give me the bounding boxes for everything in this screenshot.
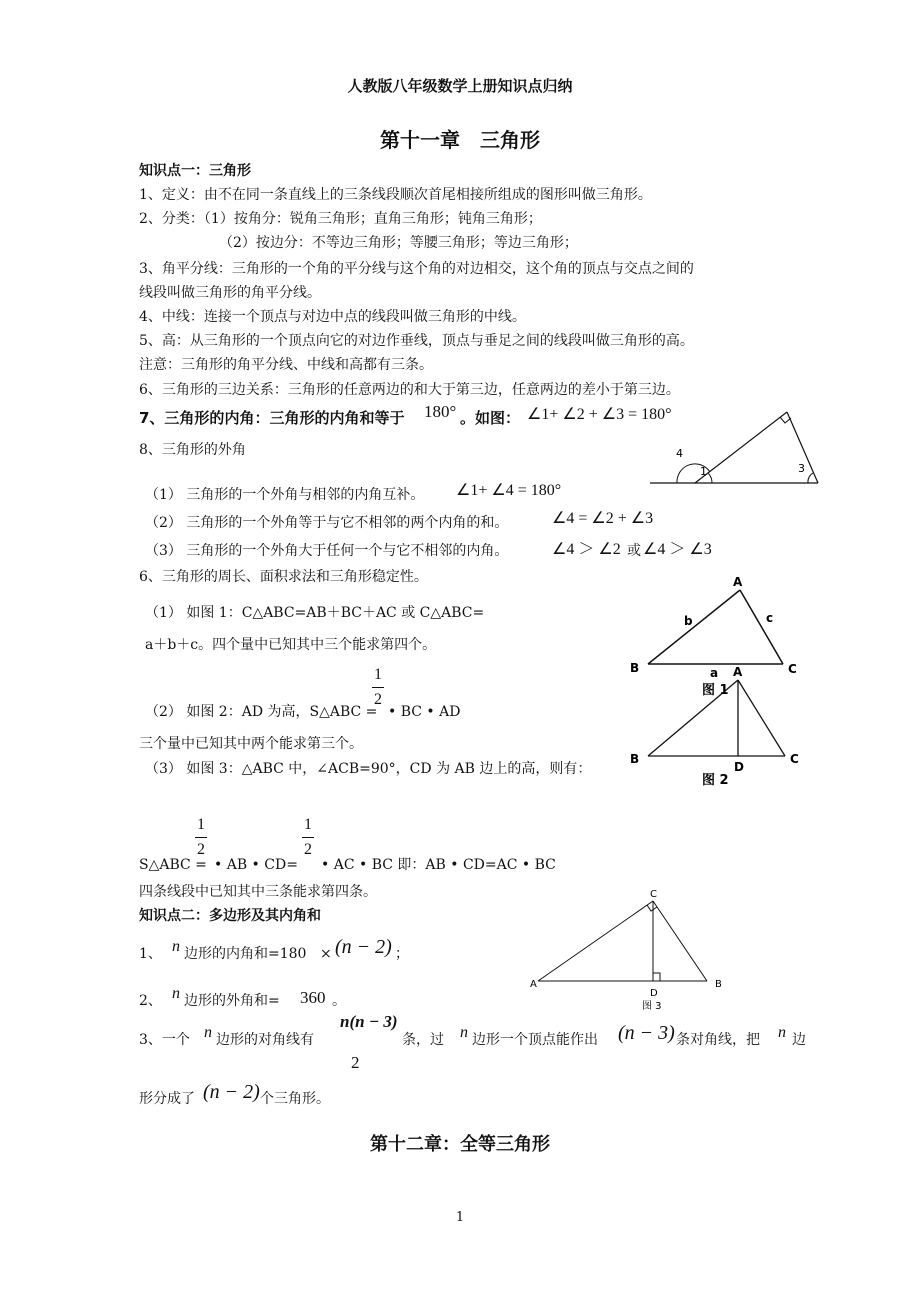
side-label-c: c [766,611,774,625]
document-title: 人教版八年级数学上册知识点归纳 [347,77,573,95]
side-label-a: a [710,666,719,680]
chapter-12-title: 第十二章：全等三角形 [370,1134,550,1155]
text-line: 3、一个 [139,1032,190,1048]
text-line: 8、三角形的外角 [139,442,246,458]
text-line-inner-angle: 7、三角形的内角：三角形的内角和等于 [139,409,405,427]
text-line: 边形一个顶点能作出 [472,1032,598,1048]
formula: (n − 3) [618,1022,675,1044]
text-line: 线段叫做三角形的角平分线。 [139,285,321,301]
text-line: 边 [792,1032,806,1048]
text-line: 。如图： [460,409,521,427]
vertex-label-b: B [630,661,640,675]
text-line: 6、三角形的周长、面积求法和三角形稳定性。 [139,569,428,585]
text-line: 。 [332,993,346,1009]
chapter-11-title: 第十一章 三角形 [380,128,540,152]
text-line: S△ABC = [139,857,207,873]
vertex-label-c: C [790,752,799,766]
text-line: 3、角平分线：三角形的一个角的平分线与这个角的对边相交，这个角的顶点与交点之间的 [139,261,694,277]
formula: (n − 2) [335,936,392,958]
formula: ∠1+ ∠4 = 180° [456,482,562,499]
vertex-label-c: C [650,889,657,900]
figure-exterior-angle [640,405,830,490]
var-n: n [172,938,180,955]
text-line: a＋b＋c。四个量中已知其中三个能求第四个。 [145,637,437,653]
text-line: 形分成了 [139,1091,195,1107]
side-label-b: b [684,614,693,628]
vertex-label-d: D [650,988,658,999]
kp1-heading: 知识点一：三角形 [139,163,251,179]
text-line: （2） 如图 2：AD 为高，S△ABC = [145,704,378,720]
formula: (n − 2) [203,1081,260,1103]
figure-3 [530,885,740,1015]
formula: 180° [424,402,457,421]
text-line: 5、高：从三角形的一个顶点向它的对边作垂线，顶点与垂足之间的线段叫做三角形的高。 [139,333,694,349]
text-line: 边形的内角和=180 [184,946,307,962]
text-line: （3） 三角形的一个外角大于任何一个与它不相邻的内角。 [145,543,509,559]
angle-label-3: 3 [798,462,805,475]
vertex-label-a: A [530,979,537,990]
text-line: 1、 [139,946,162,962]
vertex-label-b: B [630,752,640,766]
text-line: （2） 三角形的一个外角等于与它不相邻的两个内角的和。 [145,515,509,531]
text-line: 三个量中已知其中两个能求第三个。 [139,736,363,752]
formula: ∠4 ＞ ∠3 [643,541,712,558]
text-line: • AC • BC 即：AB • CD=AC • BC [321,857,556,873]
formula: ∠1+ ∠2 + ∠3 = 180° [527,406,672,423]
fraction-denominator: 2 [351,1053,360,1072]
vertex-label-d: D [734,760,744,774]
vertex-label-a: A [733,575,743,589]
fraction-numerator: n(n − 3) [340,1012,398,1031]
text-line: × [320,946,332,962]
text-line: 边形的外角和= [184,993,280,1009]
text-line: 四条线段中已知其中三条能求第四条。 [139,884,377,900]
var-n: n [204,1024,212,1041]
text-line: 边形的对角线有 [216,1032,314,1048]
fraction-half: 1 2 [304,816,312,858]
text-line: 条对角线，把 [676,1032,760,1048]
fraction-half: 1 2 [197,816,205,858]
text-line: ； [395,946,409,962]
fraction-half: 1 2 [374,666,382,708]
text-line: 2、 [139,993,162,1009]
text-line: 1、定义：由不在同一条直线上的三条线段顺次首尾相接所组成的图形叫做三角形。 [139,187,652,203]
vertex-label-a: A [733,665,743,679]
page-number: 1 [455,1210,465,1225]
text-line: 个三角形。 [260,1091,330,1107]
text-line: （2）按边分：不等边三角形；等腰三角形；等边三角形； [219,235,578,251]
figure-3-caption: 图 3 [642,1001,662,1012]
formula: 360 [300,988,326,1007]
formula: ∠4 = ∠2 + ∠3 [552,510,654,527]
var-n: n [778,1024,786,1041]
figure-1-caption: 图 1 [702,683,729,698]
text-line: 4、中线：连接一个顶点与对边中点的线段叫做三角形的中线。 [139,309,526,325]
vertex-label-b: B [715,979,722,990]
angle-label-4: 4 [676,447,683,460]
figure-2-caption: 图 2 [702,773,729,788]
var-n: n [172,985,180,1002]
text-line: • AB • CD= [214,857,298,873]
figure-2 [620,664,810,789]
text-line: （3） 如图 3：△ABC 中，∠ACB=90°，CD 为 AB 边上的高，则有： [145,761,592,777]
text-line: 条，过 [402,1032,444,1048]
angle-label-1: 1 [700,465,707,478]
text-line: 6、三角形的三边关系：三角形的任意两边的和大于第三边，任意两边的差小于第三边。 [139,382,680,398]
var-n: n [460,1024,468,1041]
text-line: • BC • AD [388,704,461,720]
text-line: 或 [627,543,641,559]
text-line: 2、分类：（1）按角分：锐角三角形；直角三角形；钝角三角形； [139,211,542,227]
vertex-label-c: C [788,662,797,676]
text-line: （1） 三角形的一个外角与相邻的内角互补。 [145,487,425,503]
text-line: （1） 如图 1：C△ABC=AB＋BC＋AC 或 C△ABC= [145,605,485,621]
text-line: 注意：三角形的角平分线、中线和高都有三条。 [139,357,433,373]
kp2-heading: 知识点二：多边形及其内角和 [139,908,321,924]
formula: ∠4 ＞ ∠2 [552,541,621,558]
